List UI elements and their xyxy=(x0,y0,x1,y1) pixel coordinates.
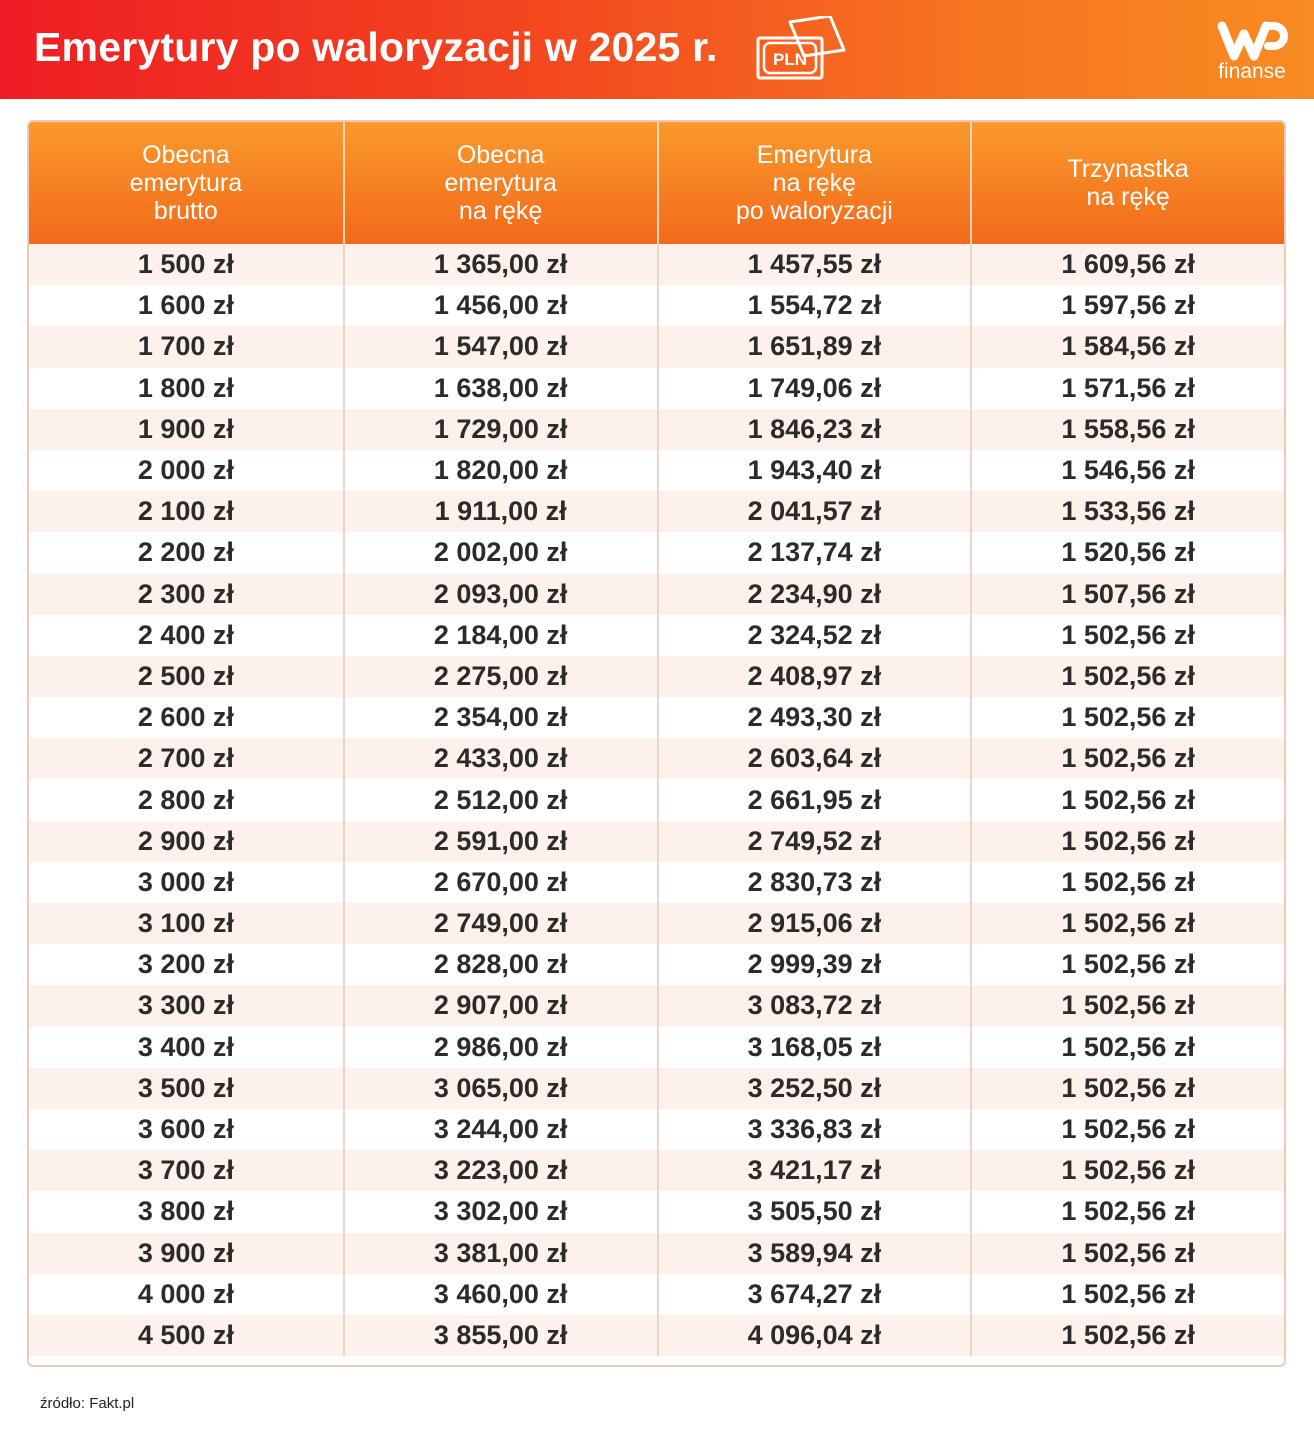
table-row xyxy=(29,985,1284,1026)
table-cell: 3 460,00 zł xyxy=(343,1274,657,1315)
table-cell: 2 400 zł xyxy=(137,619,234,650)
table-cell: 2 800 zł xyxy=(137,784,234,815)
table-cell: 2 828,00 zł xyxy=(343,944,657,985)
table-cell: 2 041,57 zł xyxy=(657,491,971,532)
table-cell: 3 500 zł xyxy=(137,1072,234,1103)
table-cell: 1 502,56 zł xyxy=(970,821,1284,862)
table-cell: 1 900 zł xyxy=(137,413,234,444)
column-header: Obecna emerytura na rękę xyxy=(343,122,657,244)
table-cell: 1 502,56 zł xyxy=(970,862,1284,903)
table-cell: 3 421,17 zł xyxy=(657,1150,971,1191)
table-cell: 2 300 zł xyxy=(137,578,234,609)
table-row xyxy=(29,738,1284,779)
header-banner xyxy=(0,0,1314,99)
table-row xyxy=(29,903,1284,944)
table-cell: 1 502,56 zł xyxy=(970,985,1284,1026)
table-cell: 2 002,00 zł xyxy=(343,532,657,573)
table-cell: 3 252,50 zł xyxy=(657,1068,971,1109)
table-cell: 2 184,00 zł xyxy=(343,615,657,656)
table-cell: 2 275,00 zł xyxy=(343,656,657,697)
table-row xyxy=(29,697,1284,738)
table-cell: 1 457,55 zł xyxy=(657,244,971,285)
table-cell: 2 000 zł xyxy=(137,455,234,486)
pln-icon-label: PLN xyxy=(773,50,807,69)
table-cell: 2 900 zł xyxy=(137,825,234,856)
table-cell: 2 603,64 zł xyxy=(657,738,971,779)
table-cell: 1 502,56 zł xyxy=(970,779,1284,820)
table-cell: 2 907,00 zł xyxy=(343,985,657,1026)
pension-table xyxy=(27,120,1286,1367)
table-cell: 2 749,52 zł xyxy=(657,821,971,862)
table-cell: 3 065,00 zł xyxy=(343,1068,657,1109)
table-row xyxy=(29,1109,1284,1150)
table-cell: 3 336,83 zł xyxy=(657,1109,971,1150)
table-body xyxy=(29,244,1284,1356)
table-cell: 2 700 zł xyxy=(137,743,234,774)
table-cell: 3 505,50 zł xyxy=(657,1191,971,1232)
table-cell: 2 749,00 zł xyxy=(343,903,657,944)
table-cell: 1 820,00 zł xyxy=(343,450,657,491)
table-row xyxy=(29,1027,1284,1068)
table-cell: 2 093,00 zł xyxy=(343,574,657,615)
table-cell: 3 381,00 zł xyxy=(343,1233,657,1274)
table-row xyxy=(29,1233,1284,1274)
table-row xyxy=(29,409,1284,450)
table-cell: 1 546,56 zł xyxy=(970,450,1284,491)
table-cell: 2 200 zł xyxy=(137,537,234,568)
table-cell: 1 609,56 zł xyxy=(970,244,1284,285)
table-cell: 3 700 zł xyxy=(137,1155,234,1186)
column-header: Obecna emerytura brutto xyxy=(129,141,243,225)
table-cell: 1 597,56 zł xyxy=(970,285,1284,326)
table-cell: 2 100 zł xyxy=(137,496,234,527)
table-cell: 1 502,56 zł xyxy=(970,738,1284,779)
table-cell: 1 520,56 zł xyxy=(970,532,1284,573)
table-row xyxy=(29,1191,1284,1232)
table-cell: 1 547,00 zł xyxy=(343,326,657,367)
table-row xyxy=(29,615,1284,656)
table-cell: 1 800 zł xyxy=(137,372,234,403)
table-cell: 3 000 zł xyxy=(137,866,234,897)
table-cell: 3 900 zł xyxy=(137,1237,234,1268)
table-row xyxy=(29,1315,1284,1356)
logo-text: finanse xyxy=(1218,60,1286,83)
table-cell: 2 354,00 zł xyxy=(343,697,657,738)
table-cell: 2 600 zł xyxy=(137,702,234,733)
table-cell: 1 456,00 zł xyxy=(343,285,657,326)
table-cell: 2 670,00 zł xyxy=(343,862,657,903)
table-cell: 4 096,04 zł xyxy=(657,1315,971,1356)
table-row xyxy=(29,1068,1284,1109)
table-cell: 2 986,00 zł xyxy=(343,1027,657,1068)
table-cell: 1 502,56 zł xyxy=(970,1315,1284,1356)
table-cell: 4 500 zł xyxy=(137,1319,234,1350)
table-row xyxy=(29,821,1284,862)
table-row xyxy=(29,285,1284,326)
table-row xyxy=(29,574,1284,615)
table-row xyxy=(29,656,1284,697)
table-row xyxy=(29,368,1284,409)
table-cell: 1 571,56 zł xyxy=(970,368,1284,409)
table-cell: 2 324,52 zł xyxy=(657,615,971,656)
table-row xyxy=(29,450,1284,491)
table-cell: 2 830,73 zł xyxy=(657,862,971,903)
table-cell: 1 500 zł xyxy=(137,249,234,280)
table-cell: 1 507,56 zł xyxy=(970,574,1284,615)
table-cell: 1 502,56 zł xyxy=(970,1150,1284,1191)
table-row xyxy=(29,532,1284,573)
table-cell: 1 502,56 zł xyxy=(970,1109,1284,1150)
table-cell: 3 302,00 zł xyxy=(343,1191,657,1232)
banknote-icon xyxy=(752,16,848,88)
table-cell: 3 168,05 zł xyxy=(657,1027,971,1068)
source-note: źródło: Fakt.pl xyxy=(40,1395,135,1412)
table-cell: 3 083,72 zł xyxy=(657,985,971,1026)
table-cell: 1 365,00 zł xyxy=(343,244,657,285)
table-cell: 3 300 zł xyxy=(137,990,234,1021)
table-row xyxy=(29,1150,1284,1191)
table-cell: 2 408,97 zł xyxy=(657,656,971,697)
table-cell: 3 855,00 zł xyxy=(343,1315,657,1356)
table-cell: 2 999,39 zł xyxy=(657,944,971,985)
table-cell: 3 200 zł xyxy=(137,949,234,980)
table-cell: 3 244,00 zł xyxy=(343,1109,657,1150)
table-cell: 3 800 zł xyxy=(137,1196,234,1227)
table-cell: 1 749,06 zł xyxy=(657,368,971,409)
table-cell: 1 638,00 zł xyxy=(343,368,657,409)
table-cell: 1 502,56 zł xyxy=(970,944,1284,985)
table-cell: 3 223,00 zł xyxy=(343,1150,657,1191)
table-cell: 1 911,00 zł xyxy=(343,491,657,532)
table-row xyxy=(29,326,1284,367)
column-header: Trzynastka na rękę xyxy=(970,122,1284,244)
table-cell: 1 533,56 zł xyxy=(970,491,1284,532)
table-cell: 2 500 zł xyxy=(137,660,234,691)
table-cell: 1 502,56 zł xyxy=(970,1068,1284,1109)
table-cell: 2 591,00 zł xyxy=(343,821,657,862)
table-row xyxy=(29,944,1284,985)
table-cell: 1 502,56 zł xyxy=(970,656,1284,697)
table-header xyxy=(29,122,1284,244)
table-cell: 1 558,56 zł xyxy=(970,409,1284,450)
table-cell: 1 502,56 zł xyxy=(970,1274,1284,1315)
table-cell: 1 502,56 zł xyxy=(970,1191,1284,1232)
table-cell: 4 000 zł xyxy=(137,1278,234,1309)
table-row xyxy=(29,491,1284,532)
table-cell: 1 729,00 zł xyxy=(343,409,657,450)
page-title: Emerytury po waloryzacji w 2025 r. xyxy=(34,24,718,70)
table-cell: 1 700 zł xyxy=(137,331,234,362)
table-row xyxy=(29,779,1284,820)
table-cell: 1 502,56 zł xyxy=(970,1233,1284,1274)
table-cell: 3 600 zł xyxy=(137,1114,234,1145)
table-cell: 2 234,90 zł xyxy=(657,574,971,615)
table-cell: 3 400 zł xyxy=(137,1031,234,1062)
table-cell: 3 674,27 zł xyxy=(657,1274,971,1315)
table-cell: 2 493,30 zł xyxy=(657,697,971,738)
table-cell: 1 502,56 zł xyxy=(970,1027,1284,1068)
table-cell: 3 589,94 zł xyxy=(657,1233,971,1274)
table-cell: 1 600 zł xyxy=(137,290,234,321)
table-cell: 2 915,06 zł xyxy=(657,903,971,944)
table-row xyxy=(29,1274,1284,1315)
column-header: Emerytura na rękę po waloryzacji xyxy=(657,122,971,244)
table-cell: 1 502,56 zł xyxy=(970,697,1284,738)
table-row xyxy=(29,244,1284,285)
table-cell: 1 846,23 zł xyxy=(657,409,971,450)
table-cell: 2 137,74 zł xyxy=(657,532,971,573)
table-cell: 1 554,72 zł xyxy=(657,285,971,326)
table-cell: 1 584,56 zł xyxy=(970,326,1284,367)
table-cell: 2 433,00 zł xyxy=(343,738,657,779)
table-cell: 1 502,56 zł xyxy=(970,903,1284,944)
table-cell: 1 502,56 zł xyxy=(970,615,1284,656)
table-cell: 2 512,00 zł xyxy=(343,779,657,820)
table-cell: 1 651,89 zł xyxy=(657,326,971,367)
table-cell: 1 943,40 zł xyxy=(657,450,971,491)
table-cell: 2 661,95 zł xyxy=(657,779,971,820)
table-row xyxy=(29,862,1284,903)
table-cell: 3 100 zł xyxy=(137,908,234,939)
